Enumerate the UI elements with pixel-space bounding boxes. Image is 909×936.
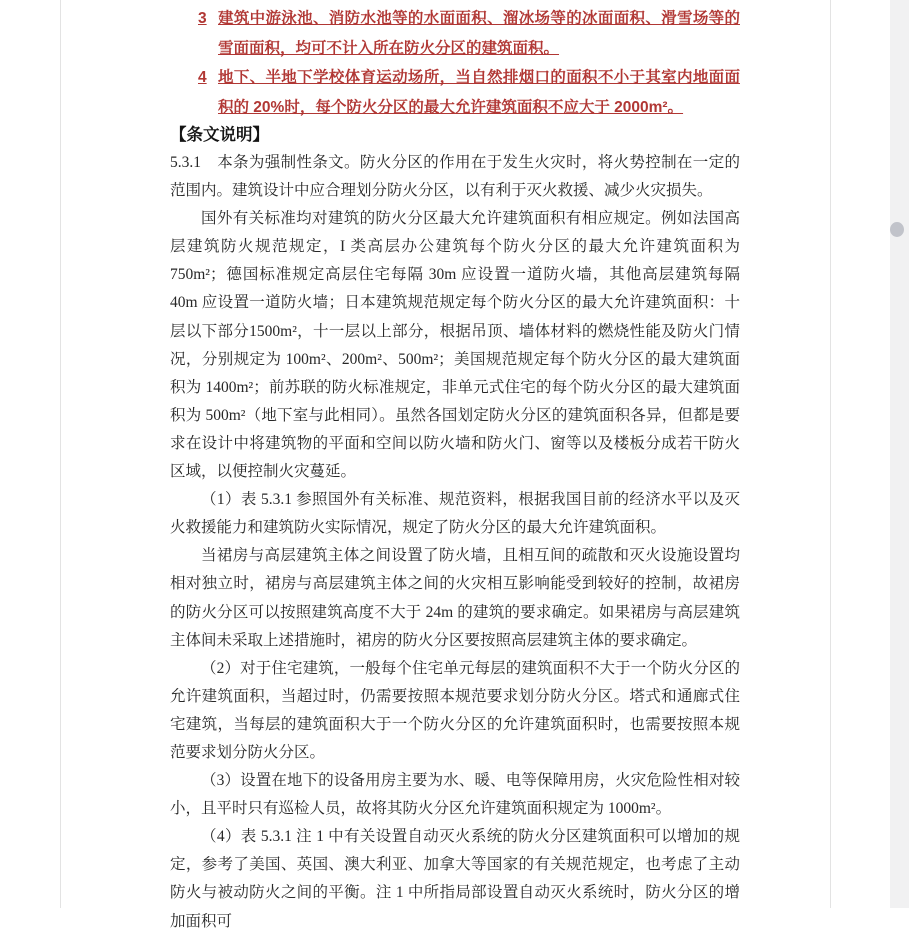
amendment-number: 3 (198, 10, 207, 27)
page-right-edge (830, 0, 831, 908)
amendment-number: 4 (198, 69, 207, 86)
paragraph: （1）表 5.3.1 参照国外有关标准、规范资料，根据我国目前的经济水平以及灭火救援能力和建筑防火实际情况，规定了防火分区的最大允许建筑面积。 (170, 491, 740, 537)
paragraph: 当裙房与高层建筑主体之间设置了防火墙，且相互间的疏散和灭火设施设置均相对独立时，裙房与高层建筑主体之间的火灾相互影响能受到较好的控制，故裙房的防火分区可以按照建筑高度不大于 24m 的建筑的要求确定。如果裙房与高层建筑主体间未采取上述措施时，裙房的防火分区要按照高层建筑主体的要求确定。 (170, 547, 740, 649)
paragraph: 国外有关标准均对建筑的防火分区最大允许建筑面积有相应规定。例如法国高层建筑防火规范规定，I 类高层办公建筑每个防火分区的最大允许建筑面积为 750m²；德国标准规定高层住宅每隔 30m 应设置一道防火墙，其他高层建筑每隔 40m 应设置一道防火墙；日本建筑规范规定每个防火分区的最大允许建筑面积：十层以下部分1500m²，十一层以上部分，根据吊顶、墙体材料的燃烧性能及防火门情况，分别规定为 100m²、200m²、500m²；美国规范规定每个防火分区的最大建筑面积为 1400m²；前苏联的防火标准规定，非单元式住宅的每个防火分区的最大建筑面积为 500m²（地下室与此相同）。虽然各国划定防火分区的建筑面积各异，但都是要求在设计中将建筑物的平面和空间以防火墙和防火门、窗等以及楼板分成若干防火区域，以便控制火灾蔓延。 (170, 210, 740, 481)
paragraph: （2）对于住宅建筑，一般每个住宅单元每层的建筑面积不大于一个防火分区的允许建筑面积，当超过时，仍需要按照本规范要求划分防火分区。塔式和通廊式住宅建筑，当每层的建筑面积大于一个防火分区的允许建筑面积时，也需要按照本规范要求划分防火分区。 (170, 659, 740, 761)
paragraph-5-3-1: 5.3.1 本条为强制性条文。防火分区的作用在于发生火灾时，将火势控制在一定的范围内。建筑设计中应合理划分防火分区，以有利于灭火救援、减少火灾损失。 (170, 154, 740, 200)
scrollbar-track[interactable] (890, 0, 909, 908)
amendment-item-3 (170, 4, 740, 63)
page-left-edge (60, 0, 61, 908)
document-page (170, 4, 740, 936)
scrollbar-thumb[interactable] (890, 222, 904, 237)
amendment-list (170, 4, 740, 122)
section-label: 【条文说明】 (170, 126, 269, 144)
paragraph: （3）设置在地下的设备用房主要为水、暖、电等保障用房，火灾危险性相对较小，且平时只有巡检人员，故将其防火分区允许建筑面积规定为 1000m²。 (170, 772, 740, 818)
clause-explanation (170, 149, 740, 936)
amendment-item-4 (170, 63, 740, 122)
amendment-text: 地下、半地下学校体育运动场所，当自然排烟口的面积不小于其室内地面面积的 20%时，每个防火分区的最大允许建筑面积不应大于 2000m²。 (218, 69, 740, 116)
amendment-text: 建筑中游泳池、消防水池等的水面面积、溜冰场等的冰面面积、滑雪场等的雪面面积，均可不计入所在防火分区的建筑面积。 (218, 10, 740, 57)
paragraph: （4）表 5.3.1 注 1 中有关设置自动灭火系统的防火分区建筑面积可以增加的规定，参考了美国、英国、澳大利亚、加拿大等国家的有关规范规定，也考虑了主动防火与被动防火之间的平衡。注 1 中所指局部设置自动灭火系统时，防火分区的增加面积可 (170, 828, 740, 930)
